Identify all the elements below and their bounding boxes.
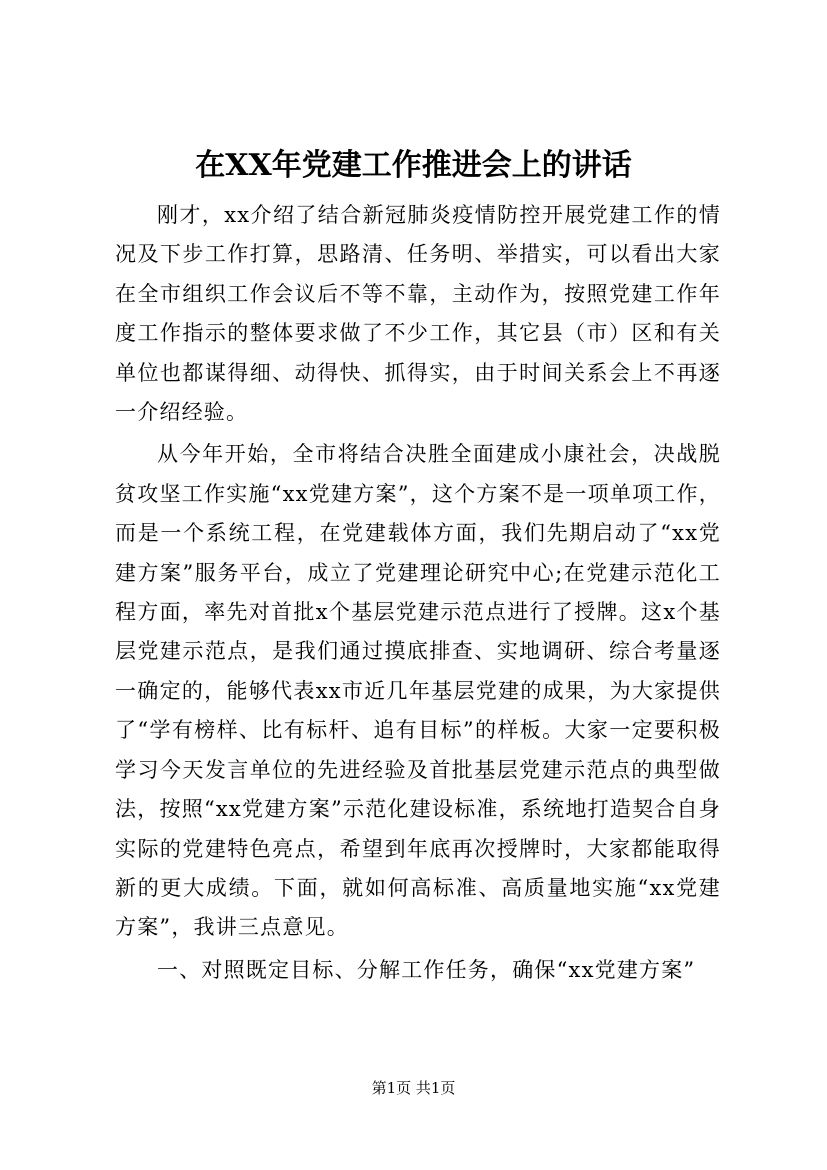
paragraph-3: 一、对照既定目标、分解工作任务，确保“xx党建方案”	[157, 957, 696, 982]
document-title: 在XX年党建工作推进会上的讲话	[195, 148, 632, 183]
document-body	[115, 196, 721, 993]
paragraph-1: 刚才，xx介绍了结合新冠肺炎疫情防控开展党建工作的情况及下步工作打算，思路清、任务明、举措实，可以看出大家在全市组织工作会议后不等不靠，主动作为，按照党建工作年度工作指示的整体要求做了不少工作，其它县（市）区和有关单位也都谋得细、动得快、抓得实，由于时间关系会上不再逐一介绍经验。	[115, 203, 721, 425]
paragraph-2: 从今年开始，全市将结合决胜全面建成小康社会，决战脱贫攻坚工作实施“xx党建方案”，这个方案不是一项单项工作，而是一个系统工程，在党建载体方面，我们先期启动了“xx党建方案”服务平台，成立了党建理论研究中心;在党建示范化工程方面，率先对首批x个基层党建示范点进行了授牌。这x个基层党建示范点，是我们通过摸底排查、实地调研、综合考量逐一确定的，能够代表xx市近几年基层党建的成果，为大家提供了“学有榜样、比有标杆、追有目标”的样板。大家一定要积极学习今天发言单位的先进经验及首批基层党建示范点的典型做法，按照“xx党建方案”示范化建设标准，系统地打造契合自身实际的党建特色亮点，希望到年底再次授牌时，大家都能取得新的更大成绩。下面，就如何高标准、高质量地实施“xx党建方案”，我讲三点意见。	[115, 442, 721, 940]
page-footer: 第1页 共1页	[371, 1079, 456, 1097]
